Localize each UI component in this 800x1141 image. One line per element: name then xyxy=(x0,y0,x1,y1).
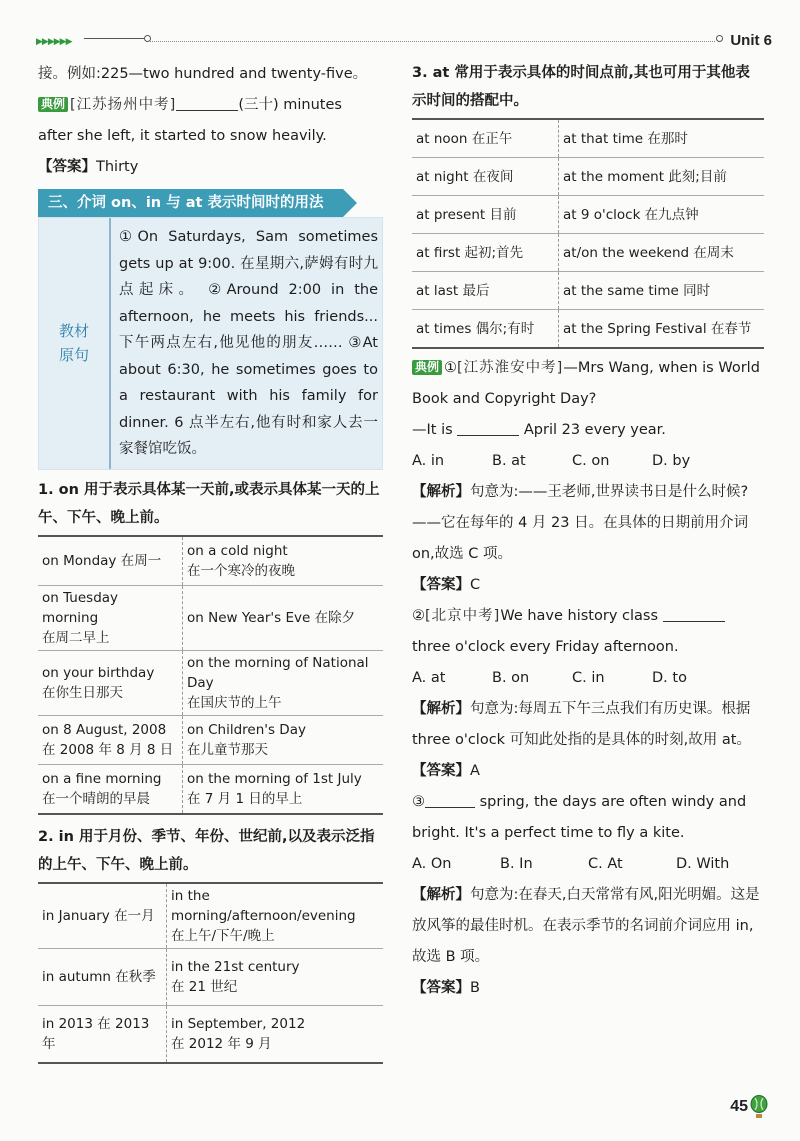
table-cell: at 9 o'clock 在九点钟 xyxy=(559,196,765,234)
unit-title: Unit 6 xyxy=(730,32,772,49)
header-dot xyxy=(716,35,723,42)
rule-1-heading: 1. on 用于表示具体某一天前,或表示具体某一天的上午、下午、晚上前。 xyxy=(38,481,380,526)
option: D. to xyxy=(652,670,687,686)
question-text: spring, the days are often windy and bright. It's a perfect time to fly a kite. xyxy=(412,794,747,841)
table-cell: in September, 2012 在 2012 年 9 月 xyxy=(167,1005,384,1063)
left-column xyxy=(38,59,383,1064)
question-1 xyxy=(412,353,764,415)
page-number-badge xyxy=(730,1095,770,1119)
option: C. on xyxy=(572,453,610,469)
explanation-label: 【解析】 xyxy=(412,701,470,717)
table-cell: on your birthday 在你生日那天 xyxy=(38,650,183,715)
question-text: We have history class xyxy=(500,608,659,624)
answer-value: B xyxy=(470,980,480,996)
q1-explanation xyxy=(412,477,764,570)
answer-blank xyxy=(176,96,238,111)
answer-blank xyxy=(425,793,475,808)
q1-text-a: —It is xyxy=(412,422,453,438)
table-cell: in 2013 在 2013 年 xyxy=(38,1005,167,1063)
option: D. With xyxy=(676,856,730,872)
table-cell: at night 在夜间 xyxy=(412,158,559,196)
table-row xyxy=(412,310,764,349)
header-rule xyxy=(84,38,144,39)
question-source: [江苏淮安中考] xyxy=(457,360,564,376)
question-number: ② xyxy=(412,608,425,624)
question-2-options xyxy=(412,663,764,694)
table-row xyxy=(38,883,383,949)
option: A. in xyxy=(412,453,445,469)
table-row xyxy=(412,119,764,158)
answer-label: 【答案】 xyxy=(38,159,96,175)
table-cell: on Monday 在周一 xyxy=(38,536,183,586)
option: C. At xyxy=(588,856,623,872)
question-2 xyxy=(412,601,764,632)
header-arrows-decoration: ▶▶▶▶▶▶ xyxy=(36,37,72,47)
table-row xyxy=(38,585,383,650)
q1-answer xyxy=(412,570,764,601)
table-row xyxy=(38,650,383,715)
answer-label: 【答案】 xyxy=(412,763,470,779)
answer-value: C xyxy=(470,577,481,593)
q2-answer xyxy=(412,756,764,787)
q1-text-b: April 23 every year. xyxy=(523,422,666,438)
table-cell: at the moment 此刻;目前 xyxy=(559,158,765,196)
table-row xyxy=(38,764,383,814)
table-row xyxy=(38,715,383,764)
source-label xyxy=(39,218,111,469)
at-usage-table xyxy=(412,118,764,349)
table-cell: at last 最后 xyxy=(412,272,559,310)
table-cell: in autumn 在秋季 xyxy=(38,948,167,1005)
question-source: [北京中考] xyxy=(425,608,501,624)
source-sentences: ①On Saturdays, Sam sometimes gets up at 9:00. 在星期六,萨姆有时九点起床。 ②Around 2:00 in the afternoon, he meets his friends... 下午两点左右,他见他的朋友…… ③At about 6:30, he sometimes goes to a restaurant with his family for dinner. 6 点半左右,他有时和家人去一家餐馆吃饭。 xyxy=(119,229,378,457)
on-usage-table xyxy=(38,535,383,815)
table-cell: on Children's Day 在儿童节那天 xyxy=(183,715,384,764)
explanation-text: 句意为:——王老师,世界读书日是什么时候? ——它在每年的 4 月 23 日。在具体的日期前用介词 on,故选 C 项。 xyxy=(412,484,749,562)
example-hint: (三十) minutes xyxy=(238,97,342,113)
table-row xyxy=(412,272,764,310)
table-cell: on the morning of 1st July 在 7 月 1 日的早上 xyxy=(183,764,384,814)
q3-explanation xyxy=(412,880,764,973)
intro-line: 接。例如:225—two hundred and twenty-five。 xyxy=(38,66,368,82)
example-1 xyxy=(38,90,383,121)
table-cell: at the same time 同时 xyxy=(559,272,765,310)
rule-2-heading: 2. in 用于月份、季节、年份、世纪前,以及表示泛指的上午、下午、晚上前。 xyxy=(38,828,375,873)
source-label-line1: 教材 xyxy=(58,322,89,341)
question-2-continuation: three o'clock every Friday afternoon. xyxy=(412,639,679,655)
question-3 xyxy=(412,787,764,849)
explanation-text: 句意为:在春天,白天常常有风,阳光明媚。这是放风筝的最佳时机。在表示季节的名词前介词应用 in,故选 B 项。 xyxy=(412,887,760,965)
table-cell: on the morning of National Day 在国庆节的上午 xyxy=(183,650,384,715)
table-cell: on New Year's Eve 在除夕 xyxy=(183,585,384,650)
balloon-icon xyxy=(748,1095,770,1119)
in-usage-table xyxy=(38,882,383,1064)
example-tag: 典例 xyxy=(38,97,68,112)
example-continuation: after she left, it started to snow heavily. xyxy=(38,128,327,144)
table-row xyxy=(38,948,383,1005)
question-number: ③ xyxy=(412,794,425,810)
table-cell: at noon 在正午 xyxy=(412,119,559,158)
header-dotted-rule xyxy=(150,41,715,42)
answer-value: A xyxy=(470,763,480,779)
option: B. In xyxy=(500,856,533,872)
answer-label: 【答案】 xyxy=(412,577,470,593)
table-row xyxy=(412,234,764,272)
table-row xyxy=(412,158,764,196)
answer-line xyxy=(38,152,383,183)
rule-3-heading: 3. at 常用于表示具体的时间点前,其也可用于其他表示时间的搭配中。 xyxy=(412,65,750,109)
table-cell: on a cold night 在一个寒冷的夜晚 xyxy=(183,536,384,586)
table-cell: in the morning/afternoon/evening 在上午/下午/晚上 xyxy=(167,883,384,949)
q2-explanation xyxy=(412,694,764,756)
table-cell: on 8 August, 2008 在 2008 年 8 月 8 日 xyxy=(38,715,183,764)
answer-blank xyxy=(457,421,519,436)
textbook-source-box xyxy=(38,217,383,470)
explanation-label: 【解析】 xyxy=(412,887,470,903)
table-cell: at first 起初;首先 xyxy=(412,234,559,272)
example-source: [江苏扬州中考] xyxy=(70,97,177,113)
table-row xyxy=(38,1005,383,1063)
option: B. at xyxy=(492,453,526,469)
table-cell: in January 在一月 xyxy=(38,883,167,949)
option: D. by xyxy=(652,453,691,469)
question-1-options xyxy=(412,446,764,477)
table-cell: at that time 在那时 xyxy=(559,119,765,158)
option: C. in xyxy=(572,670,605,686)
option: A. at xyxy=(412,670,446,686)
answer-value: Thirty xyxy=(96,159,139,175)
table-cell: at the Spring Festival 在春节 xyxy=(559,310,765,349)
question-number: ① xyxy=(444,360,458,376)
table-row xyxy=(38,536,383,586)
right-column xyxy=(412,59,764,1004)
page-number: 45 xyxy=(730,1098,748,1115)
q3-answer xyxy=(412,973,764,1004)
table-cell: at times 偶尔;有时 xyxy=(412,310,559,349)
explanation-label: 【解析】 xyxy=(412,484,470,500)
table-row xyxy=(412,196,764,234)
table-cell: in the 21st century 在 21 世纪 xyxy=(167,948,384,1005)
section-banner: 三、介词 on、in 与 at 表示时间时的用法 xyxy=(38,189,343,217)
table-cell: on Tuesday morning 在周二早上 xyxy=(38,585,183,650)
example-tag: 典例 xyxy=(412,360,442,375)
answer-label: 【答案】 xyxy=(412,980,470,996)
source-label-line2: 原句 xyxy=(58,346,89,365)
option: B. on xyxy=(492,670,530,686)
question-text: —Mrs Wang, when is World Book and Copyright Day? xyxy=(412,360,760,407)
question-3-options xyxy=(412,849,764,880)
explanation-text: 句意为:每周五下午三点我们有历史课。根据 three o'clock 可知此处指的是具体的时刻,故用 at。 xyxy=(412,701,751,748)
table-cell: on a fine morning 在一个晴朗的早晨 xyxy=(38,764,183,814)
table-cell: at/on the weekend 在周末 xyxy=(559,234,765,272)
question-1-line2 xyxy=(412,415,764,446)
answer-blank xyxy=(663,607,725,622)
table-cell: at present 目前 xyxy=(412,196,559,234)
option: A. On xyxy=(412,856,452,872)
